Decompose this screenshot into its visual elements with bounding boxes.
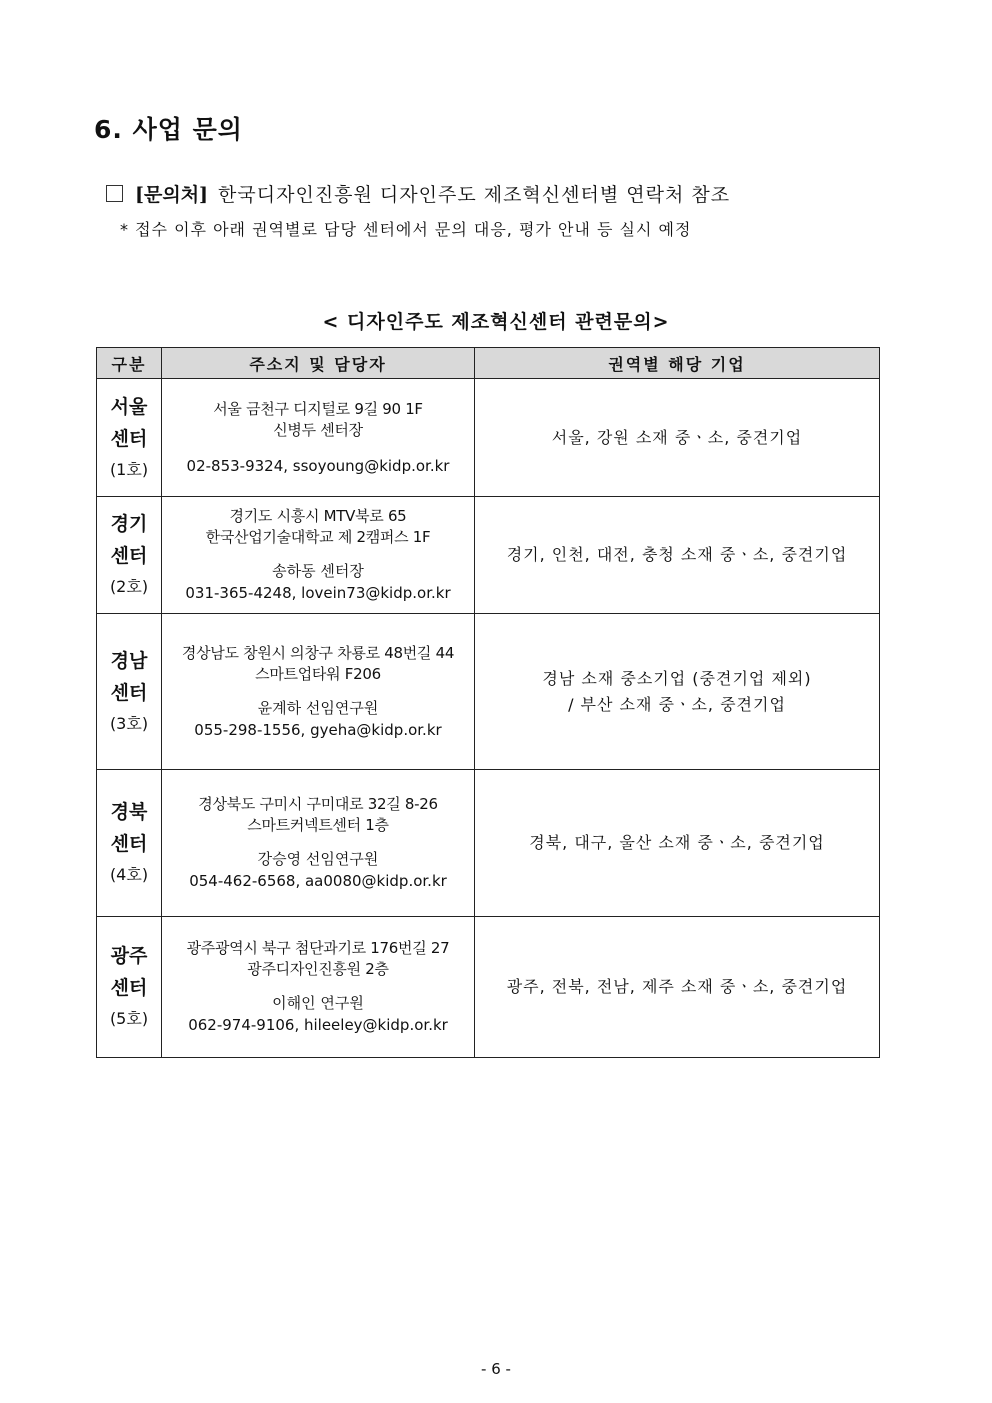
- region-line-1: 경기, 인천, 대전, 충청 소재 중ㆍ소, 중견기업: [506, 545, 848, 564]
- table-row: [97, 917, 880, 1058]
- page-number: - 6 -: [481, 1360, 511, 1378]
- center-label: 센터: [110, 977, 148, 999]
- center-number: (3호): [109, 713, 149, 733]
- center-number: (1호): [109, 459, 149, 479]
- center-name: 경북: [110, 801, 148, 823]
- address-line-1: 광주광역시 북구 첨단과기로 176번길 27: [186, 939, 450, 957]
- center-number: (2호): [109, 577, 149, 596]
- center-label: 센터: [110, 427, 148, 450]
- header-address-contact: 주소지 및 담당자: [162, 348, 475, 379]
- address-cell: [162, 497, 475, 614]
- address-line-2: 한국산업기술대학교 제 2캠퍼스 1F: [205, 528, 431, 546]
- address-line-2: 스마트업타워 F206: [255, 664, 381, 683]
- table-title: < 디자인주도 제조혁신센터 관련문의>: [322, 311, 670, 333]
- checkbox-icon: [106, 185, 123, 202]
- center-name-cell: [97, 614, 162, 770]
- center-name-cell: [97, 917, 162, 1058]
- center-name-cell: [97, 497, 162, 614]
- address-cell: [162, 379, 475, 497]
- address-line-1: 서울 금천구 디지털로 9길 90 1F: [213, 399, 423, 418]
- contact-info: 031-365-4248, lovein73@kidp.or.kr: [185, 584, 451, 602]
- region-line-1: 경남 소재 중소기업 (중견기업 제외): [542, 668, 812, 688]
- address-cell: [162, 770, 475, 917]
- table-header-row: [97, 348, 880, 379]
- contact-info: 054-462-6568, aa0080@kidp.or.kr: [189, 872, 447, 890]
- table-row: [97, 770, 880, 917]
- region-line-1: 광주, 전북, 전남, 제주 소재 중ㆍ소, 중견기업: [506, 977, 848, 996]
- address-cell: [162, 614, 475, 770]
- center-number: (4호): [109, 865, 149, 884]
- table-row: [97, 614, 880, 770]
- table-row: [97, 379, 880, 497]
- center-name: 광주: [110, 945, 148, 967]
- region-cell: [475, 379, 880, 497]
- center-number: (5호): [109, 1009, 149, 1028]
- center-name: 서울: [110, 395, 148, 418]
- address-line-2: 스마트커넥트센터 1층: [247, 816, 389, 834]
- center-name-cell: [97, 379, 162, 497]
- contact-person: 송하동 센터장: [272, 562, 364, 580]
- center-name-cell: [97, 770, 162, 917]
- region-line-1: 경북, 대구, 울산 소재 중ㆍ소, 중견기업: [529, 833, 825, 852]
- region-cell: [475, 917, 880, 1058]
- address-cell: [162, 917, 475, 1058]
- contact-person: 이해인 연구원: [272, 994, 364, 1012]
- address-line-2: 신병두 센터장: [273, 420, 363, 439]
- note-text: * 접수 이후 아래 권역별로 담당 센터에서 문의 대응, 평가 안내 등 실시 예정: [120, 220, 692, 239]
- region-line-1: 서울, 강원 소재 중ㆍ소, 중견기업: [551, 427, 803, 447]
- center-label: 센터: [110, 833, 148, 855]
- address-line-1: 경상남도 창원시 의창구 차룡로 48번길 44: [181, 643, 455, 662]
- contact-person: 윤계하 선임연구원: [257, 698, 379, 717]
- address-line-2: 광주디자인진흥원 2층: [247, 960, 389, 978]
- inquiry-label: [문의처]: [135, 184, 209, 206]
- center-name: 경기: [110, 513, 148, 535]
- header-region: 권역별 해당 기업: [475, 348, 880, 379]
- region-cell: [475, 497, 880, 614]
- contact-info: 055-298-1556, gyeha@kidp.or.kr: [194, 720, 442, 739]
- region-cell: [475, 614, 880, 770]
- inquiry-text: 한국디자인진흥원 디자인주도 제조혁신센터별 연락처 참조: [218, 184, 731, 206]
- region-line-2: / 부산 소재 중ㆍ소, 중견기업: [568, 694, 786, 714]
- inquiry-line: [106, 180, 730, 207]
- center-label: 센터: [110, 545, 148, 567]
- address-line-1: 경기도 시흥시 MTV북로 65: [229, 507, 407, 525]
- center-label: 센터: [110, 681, 148, 704]
- region-cell: [475, 770, 880, 917]
- section-title: 6. 사업 문의: [94, 115, 243, 144]
- contact-table: [96, 347, 880, 1058]
- contact-person: 강승영 선임연구원: [257, 850, 379, 868]
- contact-info: 02-853-9324, ssoyoung@kidp.or.kr: [186, 456, 450, 475]
- contact-info: 062-974-9106, hileeley@kidp.or.kr: [188, 1016, 448, 1034]
- center-name: 경남: [110, 649, 148, 672]
- table-row: [97, 497, 880, 614]
- header-category: 구분: [97, 348, 162, 379]
- address-line-1: 경상북도 구미시 구미대로 32길 8-26: [198, 795, 438, 813]
